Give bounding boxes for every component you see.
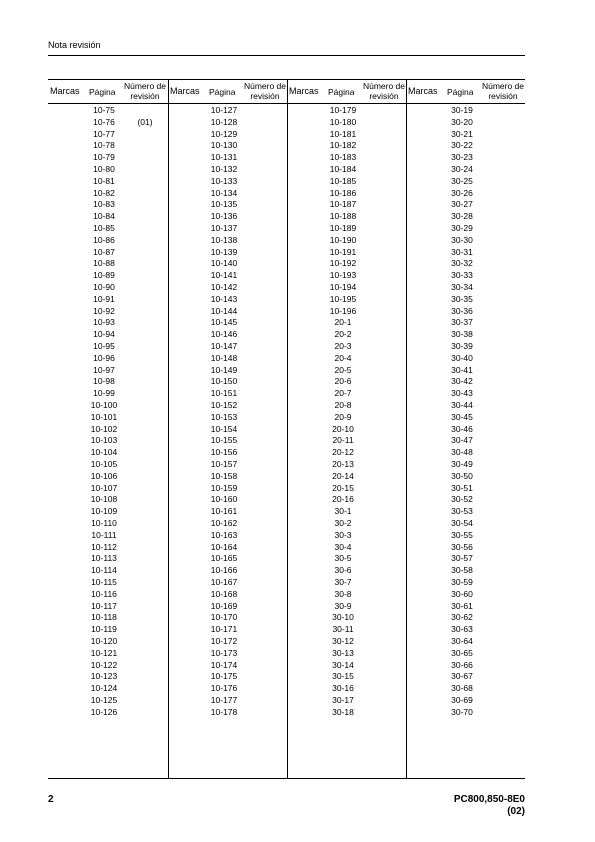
page-cell: 10-165 (210, 553, 238, 564)
column-header-page: Página (89, 87, 116, 97)
page-cell: 30-3 (334, 529, 352, 540)
page-cell: 10-125 (90, 695, 118, 705)
page-cell: 20-3 (334, 341, 352, 351)
page-cell: 30-9 (334, 600, 352, 611)
page-cell: 10-119 (91, 624, 117, 635)
page-cell: 10-137 (210, 223, 238, 233)
column-header-marks: Marcas (50, 86, 80, 96)
page-cell: 10-133 (210, 175, 238, 186)
page-cell: 10-174 (210, 659, 238, 670)
page-cell: 30-11 (332, 624, 354, 635)
column-header-page: Página (447, 87, 474, 97)
page-cell: 30-1 (334, 506, 352, 517)
column-header-marks: Marcas (289, 86, 319, 96)
page-cell: 20-12 (332, 447, 354, 458)
page-cell: 10-187 (329, 199, 357, 210)
revision-header-line: revisión (369, 91, 399, 101)
page-cell: 10-176 (210, 683, 238, 694)
page-cell: 10-106 (90, 470, 118, 481)
page-cell: 10-132 (210, 164, 238, 174)
page-cell: 10-146 (210, 329, 238, 340)
page-cell: 30-23 (451, 152, 473, 163)
page-cell: 20-6 (334, 376, 352, 387)
page-cell: 10-177 (210, 695, 238, 705)
page-cell: 10-167 (210, 577, 238, 587)
page-cell: 30-35 (451, 293, 473, 304)
page-cell: 10-159 (210, 482, 238, 493)
page-cell: 30-62 (451, 612, 473, 623)
page-cell: 10-124 (90, 683, 118, 694)
column-header-revision (242, 81, 288, 101)
page-cell: 10-76 (93, 116, 115, 127)
group-separator (406, 79, 407, 778)
revision-header-line: Número de (243, 81, 287, 91)
page-cell: 10-83 (93, 199, 115, 210)
page-cell: 10-163 (210, 529, 238, 540)
page-cell: 30-59 (451, 577, 473, 587)
page-cell: 10-186 (329, 187, 357, 198)
page-cell: 30-52 (451, 494, 473, 505)
page-cell: 30-60 (451, 588, 473, 599)
page-cell: 10-114 (91, 565, 117, 576)
page-cell: 10-90 (93, 282, 115, 292)
page-cell: 10-173 (210, 647, 238, 658)
page-cell: 30-37 (451, 317, 473, 328)
group-separator (287, 79, 288, 778)
page-cell: 10-168 (210, 588, 238, 599)
page-cell: 10-158 (210, 470, 238, 481)
page-cell: 20-11 (332, 435, 354, 446)
page-cell: 10-122 (90, 659, 118, 670)
page-cell: 10-121 (90, 647, 118, 658)
page-cell: 10-175 (210, 671, 238, 682)
page-cell: 30-49 (451, 459, 473, 469)
page-cell: 30-29 (451, 223, 473, 233)
page-cell: 30-16 (332, 683, 354, 694)
column-header-revision (122, 81, 168, 101)
group-separator (168, 79, 169, 778)
page-cell: 10-103 (90, 435, 118, 446)
page-cell: 30-44 (451, 400, 473, 410)
page-cell: 10-160 (210, 494, 238, 505)
page-cell: 30-2 (334, 518, 352, 528)
column-header-revision (480, 81, 526, 101)
page-cell: 20-10 (332, 423, 354, 434)
page-cell: 20-1 (334, 317, 352, 328)
revision-header-line: Número de (362, 81, 406, 91)
page-cell: 10-164 (210, 541, 238, 552)
page-cell: 10-92 (93, 305, 115, 316)
page-cell: 10-140 (210, 258, 238, 269)
page-cell: 30-12 (332, 636, 354, 646)
page-cell: 10-128 (210, 116, 238, 127)
page-cell: 10-115 (91, 577, 117, 587)
page-cell: 10-86 (93, 234, 115, 245)
page-cell: 10-134 (210, 187, 238, 198)
page-cell: 10-123 (90, 671, 118, 682)
page-cell: 10-169 (210, 600, 238, 611)
page-cell: 30-6 (334, 565, 352, 576)
page-cell: 10-80 (93, 164, 115, 174)
page-cell: 20-9 (334, 411, 352, 422)
page-cell: 10-139 (210, 246, 238, 257)
page-cell: 10-102 (90, 423, 118, 434)
page-cell: 30-67 (451, 671, 473, 682)
page-cell: 10-185 (329, 175, 357, 186)
page-cell: 30-30 (451, 234, 473, 245)
page-cell: 10-161 (210, 506, 238, 517)
page-cell: 10-154 (210, 423, 238, 434)
page-cell: 10-78 (93, 140, 115, 151)
page-cell: 10-129 (210, 128, 238, 139)
page-cell: 30-55 (451, 529, 473, 540)
page-cell: 10-118 (91, 612, 117, 623)
page-cell: 10-116 (91, 588, 117, 599)
page-cell: 30-21 (451, 128, 473, 139)
page-cell: 30-34 (451, 282, 473, 292)
page-cell: 10-89 (93, 270, 115, 281)
page-cell: 30-4 (334, 541, 352, 552)
header-rule (48, 55, 525, 56)
model-code: PC800,850-8E0 (453, 794, 525, 805)
page-cell: 10-87 (93, 246, 115, 257)
page-cell: 30-53 (451, 506, 473, 517)
table-bottom-rule (48, 778, 525, 779)
page-cell: 10-172 (210, 636, 238, 646)
page-cell: 10-126 (90, 706, 118, 717)
page-cell: 10-109 (90, 506, 118, 517)
page-cell: 30-46 (451, 423, 473, 434)
page-cell: 10-131 (210, 152, 238, 163)
page-cell: 10-170 (210, 612, 238, 623)
page-cell: 30-58 (451, 565, 473, 576)
page-cell: 10-96 (93, 352, 115, 363)
revision-header-line: revisión (250, 91, 280, 101)
page-cell: 30-7 (334, 577, 352, 587)
page-cell: 20-8 (334, 400, 352, 410)
page-cell: 30-41 (451, 364, 473, 375)
page-cell: 10-79 (93, 152, 115, 163)
page-cell: 10-99 (93, 388, 115, 399)
page-cell: 30-19 (451, 105, 473, 115)
page-cell: 30-26 (451, 187, 473, 198)
page-cell: 10-107 (90, 482, 118, 493)
page-cell: 10-141 (210, 270, 238, 281)
page-cell: 10-75 (93, 105, 115, 115)
page-cell: 10-88 (93, 258, 115, 269)
page-cell: 10-155 (210, 435, 238, 446)
page-cell: 30-56 (451, 541, 473, 552)
page-cell: 10-135 (210, 199, 238, 210)
page-cell: 10-192 (329, 258, 357, 269)
page-cell: 10-98 (93, 376, 115, 387)
page-cell: 20-14 (332, 470, 354, 481)
page-cell: 10-194 (329, 282, 357, 292)
column-header-marks: Marcas (408, 86, 438, 96)
page-cell: 10-183 (329, 152, 357, 163)
page-cell: 10-108 (90, 494, 118, 505)
page-cell: 10-82 (93, 187, 115, 198)
page-cell: 30-24 (451, 164, 473, 174)
page-cell: 10-105 (90, 459, 118, 469)
page-cell: 10-100 (90, 400, 118, 410)
page-cell: 30-14 (332, 659, 354, 670)
page-cell: 30-68 (451, 683, 473, 694)
page-cell: 10-171 (210, 624, 238, 635)
page-cell: 30-47 (451, 435, 473, 446)
column-header-marks: Marcas (170, 86, 200, 96)
revision-header-line: Número de (123, 81, 167, 91)
page-cell: 10-188 (329, 211, 357, 222)
page-cell: 30-13 (332, 647, 354, 658)
page-cell: 30-25 (451, 175, 473, 186)
revision-header-line: revisión (130, 91, 160, 101)
page-cell: 10-138 (210, 234, 238, 245)
page-cell: 30-70 (451, 706, 473, 717)
page-cell: 30-10 (332, 612, 354, 623)
page-cell: 30-28 (451, 211, 473, 222)
page-cell: 30-33 (451, 270, 473, 281)
page-cell: 30-43 (451, 388, 473, 399)
page-cell: 10-120 (90, 636, 118, 646)
page-cell: 30-63 (451, 624, 473, 635)
page-cell: 30-64 (451, 636, 473, 646)
page-cell: 10-153 (210, 411, 238, 422)
page-cell: 30-50 (451, 470, 473, 481)
revision-cell: (01) (137, 116, 153, 127)
page-cell: 10-144 (210, 305, 238, 316)
page-cell: 30-66 (451, 659, 473, 670)
edition-code: (02) (507, 806, 525, 817)
page-cell: 30-54 (451, 518, 473, 528)
page-cell: 10-81 (93, 175, 115, 186)
page-cell: 10-127 (210, 105, 238, 115)
page-cell: 10-190 (329, 234, 357, 245)
page-cell: 10-184 (329, 164, 357, 174)
page-cell: 30-31 (451, 246, 473, 257)
page-cell: 20-5 (334, 364, 352, 375)
page-cell: 10-180 (329, 116, 357, 127)
page-cell: 10-94 (93, 329, 115, 340)
page-cell: 20-15 (332, 482, 354, 493)
page-cell: 10-113 (91, 553, 117, 564)
page-cell: 10-152 (210, 400, 238, 410)
page-cell: 30-38 (451, 329, 473, 340)
page-cell: 10-196 (329, 305, 357, 316)
page-cell: 30-40 (451, 352, 473, 363)
page-cell: 30-5 (334, 553, 352, 564)
page-cell: 30-32 (451, 258, 473, 269)
page-cell: 10-142 (210, 282, 238, 292)
page-cell: 10-193 (329, 270, 357, 281)
page-cell: 10-117 (91, 600, 117, 611)
page-cell: 30-69 (451, 695, 473, 705)
page-cell: 10-93 (93, 317, 115, 328)
page-cell: 10-104 (90, 447, 118, 458)
page-cell: 10-189 (329, 223, 357, 233)
model-footer (454, 794, 525, 818)
revision-header-line: Número de (481, 81, 525, 91)
page-cell: 30-36 (451, 305, 473, 316)
page-cell: 30-22 (451, 140, 473, 151)
page-cell: 20-7 (334, 388, 352, 399)
page-cell: 10-97 (93, 364, 115, 375)
page-cell: 10-191 (329, 246, 357, 257)
page-cell: 10-179 (329, 105, 357, 115)
page-cell: 20-16 (332, 494, 354, 505)
page-cell: 10-151 (210, 388, 238, 399)
page-cell: 10-181 (329, 128, 357, 139)
page-cell: 30-45 (451, 411, 473, 422)
page-cell: 10-162 (210, 518, 238, 528)
page-cell: 10-95 (93, 341, 115, 351)
page-cell: 30-15 (332, 671, 354, 682)
page-cell: 10-84 (93, 211, 115, 222)
page-cell: 10-112 (91, 541, 117, 552)
revision-header-line: revisión (488, 91, 518, 101)
page-cell: 10-149 (210, 364, 238, 375)
page-header-title: Nota revisión (48, 40, 101, 50)
page-cell: 10-111 (91, 529, 117, 540)
page-cell: 10-156 (210, 447, 238, 458)
page-cell: 10-148 (210, 352, 238, 363)
page-cell: 20-2 (334, 329, 352, 340)
page-cell: 10-145 (210, 317, 238, 328)
page-cell: 30-57 (451, 553, 473, 564)
page-cell: 10-77 (93, 128, 115, 139)
page-cell: 10-157 (210, 459, 238, 469)
page-cell: 30-42 (451, 376, 473, 387)
page-cell: 10-150 (210, 376, 238, 387)
page-cell: 30-18 (332, 706, 354, 717)
column-header-revision (361, 81, 407, 101)
page-cell: 30-65 (451, 647, 473, 658)
page-cell: 30-8 (334, 588, 352, 599)
page-cell: 10-85 (93, 223, 115, 233)
page-cell: 10-101 (90, 411, 118, 422)
page-cell: 10-110 (91, 518, 117, 528)
page-cell: 30-61 (451, 600, 473, 611)
page-cell: 30-51 (451, 482, 473, 493)
page-cell: 20-13 (332, 459, 354, 469)
page-number: 2 (48, 794, 54, 805)
page-cell: 10-182 (329, 140, 357, 151)
page-cell: 30-20 (451, 116, 473, 127)
page-cell: 30-48 (451, 447, 473, 458)
page-cell: 10-166 (210, 565, 238, 576)
page-cell: 10-91 (93, 293, 115, 304)
page-cell: 10-178 (210, 706, 238, 717)
page-cell: 10-136 (210, 211, 238, 222)
page-cell: 30-39 (451, 341, 473, 351)
page-cell: 10-147 (210, 341, 238, 351)
page-cell: 10-130 (210, 140, 238, 151)
column-header-page: Página (328, 87, 355, 97)
page-cell: 10-143 (210, 293, 238, 304)
page-cell: 20-4 (334, 352, 352, 363)
page-cell: 30-27 (451, 199, 473, 210)
page-cell: 30-17 (332, 695, 354, 705)
page-cell: 10-195 (329, 293, 357, 304)
column-header-page: Página (209, 87, 236, 97)
